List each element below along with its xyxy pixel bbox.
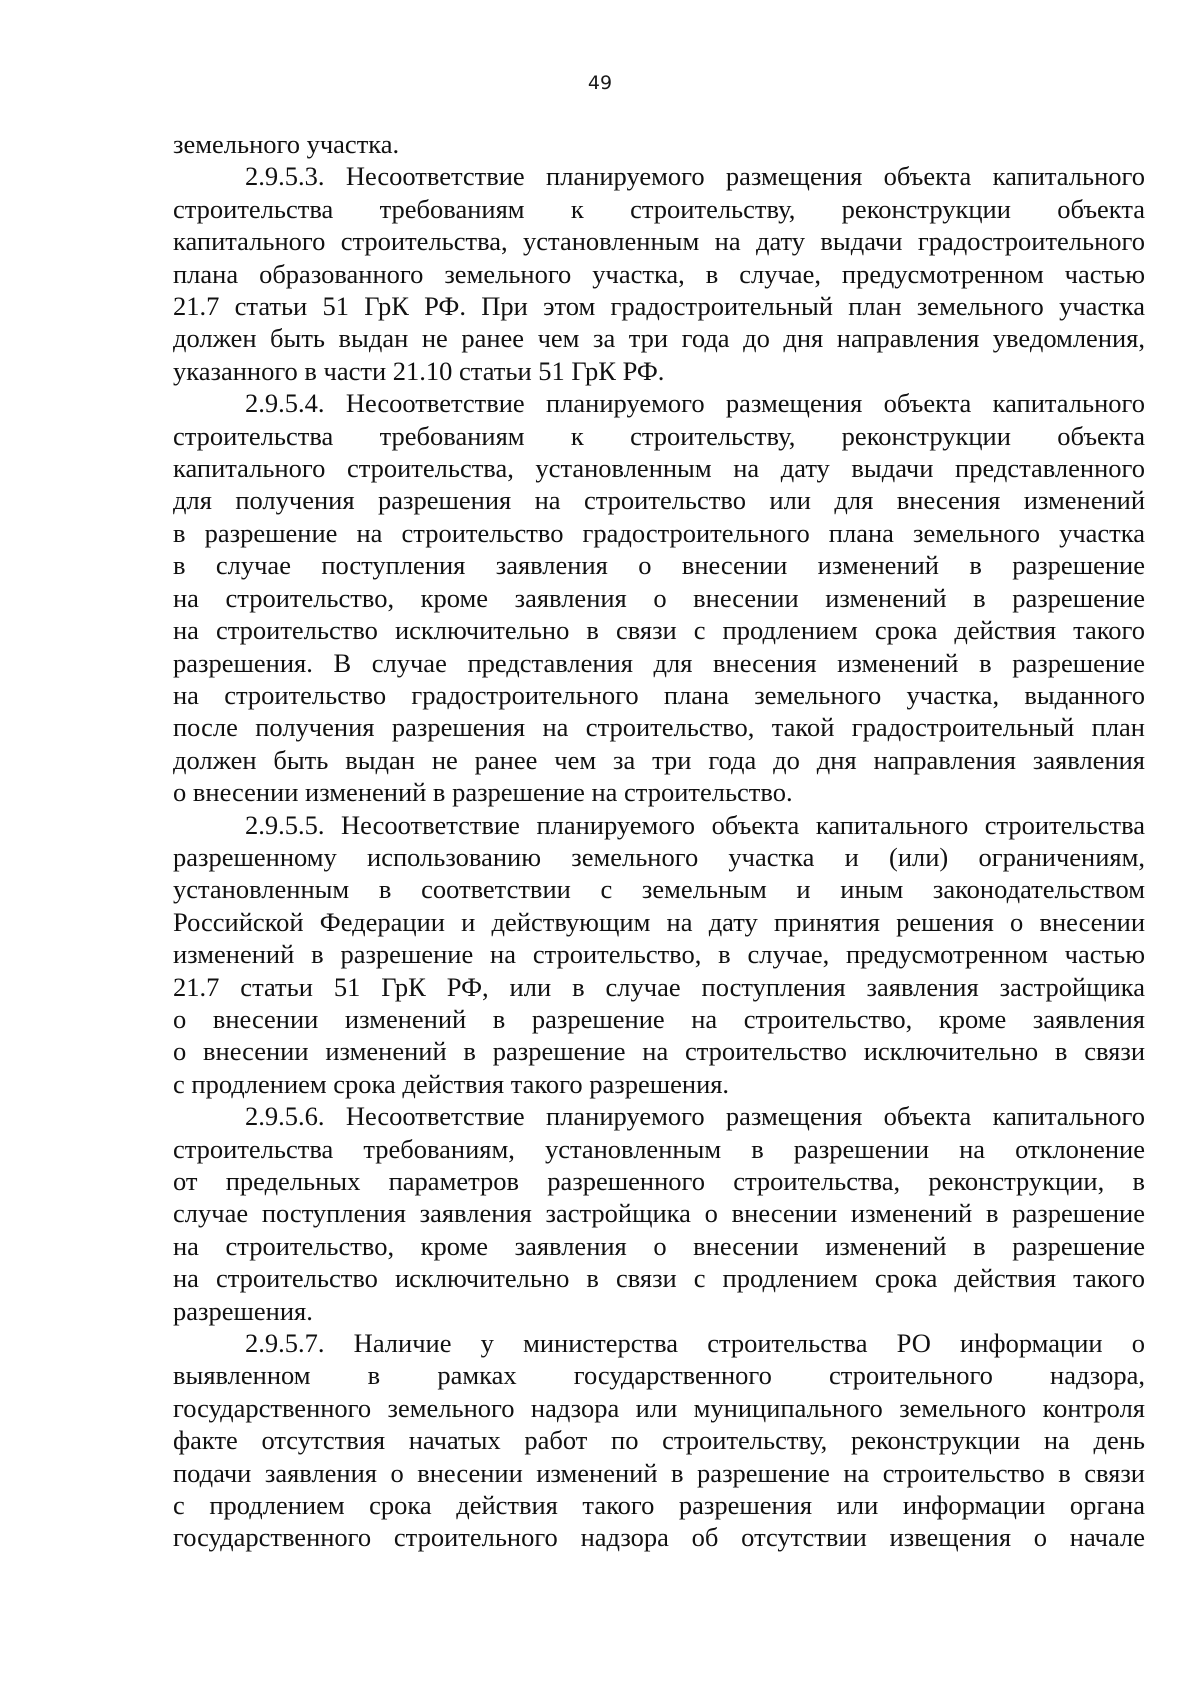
text-line: с продлением срока действия такого разрешения или информации органа xyxy=(173,1490,1145,1521)
paragraph-continuation xyxy=(173,128,1145,160)
text-line: 2.9.5.5. Несоответствие планируемого объекта капитального строительства xyxy=(245,809,1145,840)
text-line: строительства требованиям, установленным в разрешении на отклонение xyxy=(173,1133,1145,1164)
text-line: изменений в разрешение на строительство, в случае, предусмотренном частью xyxy=(173,939,1145,970)
paragraph-2-9-5-6 xyxy=(173,1100,1145,1327)
text-line: о внесении изменений в разрешение на строительство исключительно в связи xyxy=(173,1036,1145,1067)
text-line: разрешения. В случае представления для внесения изменений в разрешение xyxy=(173,647,1145,678)
text-line: после получения разрешения на строительство, такой градостроительный план xyxy=(173,712,1145,743)
text-line: случае поступления заявления застройщика о внесении изменений в разрешение xyxy=(173,1198,1145,1229)
text-line: от предельных параметров разрешенного строительства, реконструкции, в xyxy=(173,1166,1145,1196)
text-line: должен быть выдан не ранее чем за три года до дня направления уведомления, xyxy=(173,323,1145,354)
text-line: 21.7 статьи 51 ГрК РФ. При этом градостроительный план земельного участка xyxy=(173,291,1145,322)
text-line: государственного строительного надзора об отсутствии извещения о начале xyxy=(173,1522,1145,1553)
text-line: для получения разрешения на строительство или для внесения изменений xyxy=(173,485,1145,516)
paragraph-2-9-5-7 xyxy=(173,1327,1145,1554)
text-line: капитального строительства, установленным на дату выдачи представленного xyxy=(173,453,1145,484)
document-body xyxy=(173,128,1145,1554)
text-line: на строительство градостроительного плана земельного участка, выданного xyxy=(173,679,1145,710)
text-line: на строительство, кроме заявления о внесении изменений в разрешение xyxy=(173,582,1145,613)
text-line: на строительство, кроме заявления о внесении изменений в разрешение xyxy=(173,1230,1145,1261)
text-line: в разрешение на строительство градостроительного плана земельного участка xyxy=(173,517,1145,548)
text-line: в случае поступления заявления о внесении изменений в разрешение xyxy=(173,550,1145,581)
text-line: разрешенному использованию земельного участка и (или) ограничениям, xyxy=(173,841,1145,872)
text-line: должен быть выдан не ранее чем за три года до дня направления заявления xyxy=(173,744,1145,775)
text-line: с продлением срока действия такого разрешения. xyxy=(173,1068,730,1099)
page-number: 49 xyxy=(587,72,613,94)
text-line: 2.9.5.3. Несоответствие планируемого размещения объекта капитального xyxy=(245,161,1145,192)
text-line: на строительство исключительно в связи с продлением срока действия такого xyxy=(173,615,1145,646)
text-line: государственного земельного надзора или муниципального земельного контроля xyxy=(173,1392,1145,1423)
paragraph-2-9-5-5 xyxy=(173,809,1145,1101)
text-line: указанного в части 21.10 статьи 51 ГрК РФ. xyxy=(173,355,665,386)
text-line: разрешения. xyxy=(173,1295,313,1326)
text-line: 2.9.5.6. Несоответствие планируемого размещения объекта капитального xyxy=(245,1101,1145,1132)
text-line: 2.9.5.7. Наличие у министерства строительства РО информации о xyxy=(245,1328,1145,1359)
text-line: земельного участка. xyxy=(173,129,400,159)
text-line: плана образованного земельного участка, в случае, предусмотренном частью xyxy=(173,258,1145,289)
text-line: подачи заявления о внесении изменений в разрешение на строительство в связи xyxy=(173,1457,1145,1488)
text-line: строительства требованиям к строительству, реконструкции объекта xyxy=(173,420,1145,451)
text-line: 21.7 статьи 51 ГрК РФ, или в случае поступления заявления застройщика xyxy=(173,971,1145,1002)
text-line: выявленном в рамках государственного строительного надзора, xyxy=(173,1360,1145,1391)
text-line: строительства требованиям к строительству, реконструкции объекта xyxy=(173,193,1145,224)
text-line: о внесении изменений в разрешение на строительство. xyxy=(173,777,793,808)
text-line: факте отсутствия начатых работ по строительству, реконструкции на день xyxy=(173,1425,1145,1456)
text-line: 2.9.5.4. Несоответствие планируемого размещения объекта капитального xyxy=(245,388,1145,419)
text-line: о внесении изменений в разрешение на строительство, кроме заявления xyxy=(173,1003,1145,1034)
text-line: капитального строительства, установленным на дату выдачи градостроительного xyxy=(173,226,1145,257)
text-line: Российской Федерации и действующим на дату принятия решения о внесении xyxy=(173,906,1145,937)
paragraph-2-9-5-4 xyxy=(173,387,1145,808)
text-line: на строительство исключительно в связи с продлением срока действия такого xyxy=(173,1263,1145,1294)
paragraph-2-9-5-3 xyxy=(173,160,1145,387)
text-line: установленным в соответствии с земельным и иным законодательством xyxy=(173,874,1145,905)
